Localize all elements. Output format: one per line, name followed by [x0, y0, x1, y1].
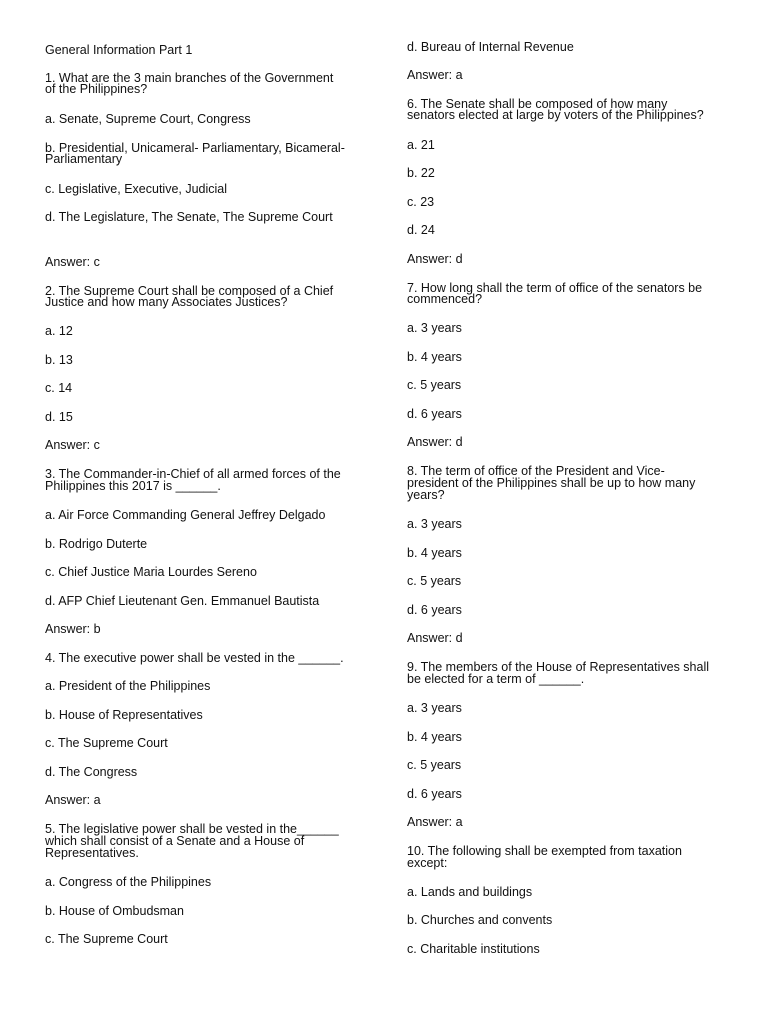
question-9-option-a: a. 3 years [407, 701, 462, 715]
question-9-answer: Answer: a [407, 815, 463, 829]
question-8-option-a: a. 3 years [407, 517, 462, 531]
question-6-option-c: c. 23 [407, 195, 435, 209]
question-2-text: 2. The Supreme Court shall be composed of a Chief [45, 284, 334, 298]
question-7-option-d: d. 6 years [407, 407, 462, 421]
question-5-option-a: a. Congress of the Philippines [45, 875, 212, 889]
question-1-option-d: d. The Legislature, The Senate, The Supreme Court [45, 210, 333, 224]
question-6-option-a: a. 21 [407, 138, 435, 152]
question-6-answer: Answer: d [407, 252, 463, 266]
question-1-answer: Answer: c [45, 255, 100, 269]
question-10-option-c: c. Charitable institutions [407, 942, 540, 956]
question-8-text-cont-2: years? [407, 488, 445, 502]
question-4-option-c: c. The Supreme Court [45, 736, 168, 750]
question-7-answer: Answer: d [407, 435, 463, 449]
question-9-text-cont: be elected for a term of ______. [407, 672, 585, 686]
question-5-text: 5. The legislative power shall be vested in the______ [45, 822, 339, 836]
question-2-text-cont: Justice and how many Associates Justices? [45, 295, 288, 309]
question-2-option-d: d. 15 [45, 410, 73, 424]
question-2-option-b: b. 13 [45, 353, 73, 367]
question-6-option-d: d. 24 [407, 223, 435, 237]
question-9-option-b: b. 4 years [407, 730, 462, 744]
question-10-text-cont: except: [407, 856, 448, 870]
question-10-option-a: a. Lands and buildings [407, 885, 533, 899]
question-4-option-b: b. House of Representatives [45, 708, 203, 722]
question-5-text-cont-2: Representatives. [45, 846, 139, 860]
question-5-option-b: b. House of Ombudsman [45, 904, 184, 918]
question-8-option-b: b. 4 years [407, 546, 462, 560]
question-8-text: 8. The term of office of the President and Vice- [407, 464, 665, 478]
question-7-option-c: c. 5 years [407, 378, 462, 392]
question-6-text: 6. The Senate shall be composed of how many [407, 97, 668, 111]
question-5-option-d: d. Bureau of Internal Revenue [407, 40, 574, 54]
question-4-option-d: d. The Congress [45, 765, 138, 779]
question-8-option-c: c. 5 years [407, 574, 462, 588]
question-3-option-d: d. AFP Chief Lieutenant Gen. Emmanuel Bautista [45, 594, 320, 608]
question-9-option-d: d. 6 years [407, 787, 462, 801]
question-8-option-d: d. 6 years [407, 603, 462, 617]
question-8-text-cont: president of the Philippines shall be up to how many [407, 476, 696, 490]
question-6-option-b: b. 22 [407, 166, 435, 180]
question-1-option-b: b. Presidential, Unicameral- Parliamentary, Bicameral- [45, 141, 345, 155]
question-3-text: 3. The Commander-in-Chief of all armed forces of the [45, 467, 341, 481]
question-7-option-b: b. 4 years [407, 350, 462, 364]
question-10-text: 10. The following shall be exempted from taxation [407, 844, 682, 858]
question-2-answer: Answer: c [45, 438, 100, 452]
question-3-option-c: c. Chief Justice Maria Lourdes Sereno [45, 565, 257, 579]
question-9-option-c: c. 5 years [407, 758, 462, 772]
question-9-text: 9. The members of the House of Representatives shall [407, 660, 710, 674]
document-title: General Information Part 1 [45, 43, 193, 57]
question-4-answer: Answer: a [45, 793, 101, 807]
question-2-option-a: a. 12 [45, 324, 73, 338]
question-2-option-c: c. 14 [45, 381, 73, 395]
question-5-option-c: c. The Supreme Court [45, 932, 168, 946]
question-3-option-b: b. Rodrigo Duterte [45, 537, 148, 551]
question-7-option-a: a. 3 years [407, 321, 462, 335]
question-1-text-cont: of the Philippines? [45, 82, 148, 96]
question-1-text: 1. What are the 3 main branches of the Government [45, 71, 334, 85]
question-1-option-b-cont: Parliamentary [45, 152, 123, 166]
question-5-text-cont: which shall consist of a Senate and a House of [45, 834, 305, 848]
question-7-text: 7. How long shall the term of office of the senators be [407, 281, 703, 295]
question-3-text-cont: Philippines this 2017 is ______. [45, 479, 221, 493]
question-4-option-a: a. President of the Philippines [45, 679, 211, 693]
question-10-option-b: b. Churches and convents [407, 913, 553, 927]
question-4-text: 4. The executive power shall be vested in the ______. [45, 651, 344, 665]
question-6-text-cont: senators elected at large by voters of the Philippines? [407, 108, 704, 122]
question-3-option-a: a. Air Force Commanding General Jeffrey Delgado [45, 508, 326, 522]
question-8-answer: Answer: d [407, 631, 463, 645]
question-3-answer: Answer: b [45, 622, 101, 636]
question-1-option-a: a. Senate, Supreme Court, Congress [45, 112, 251, 126]
question-5-answer: Answer: a [407, 68, 463, 82]
question-7-text-cont: commenced? [407, 292, 483, 306]
question-1-option-c: c. Legislative, Executive, Judicial [45, 182, 228, 196]
